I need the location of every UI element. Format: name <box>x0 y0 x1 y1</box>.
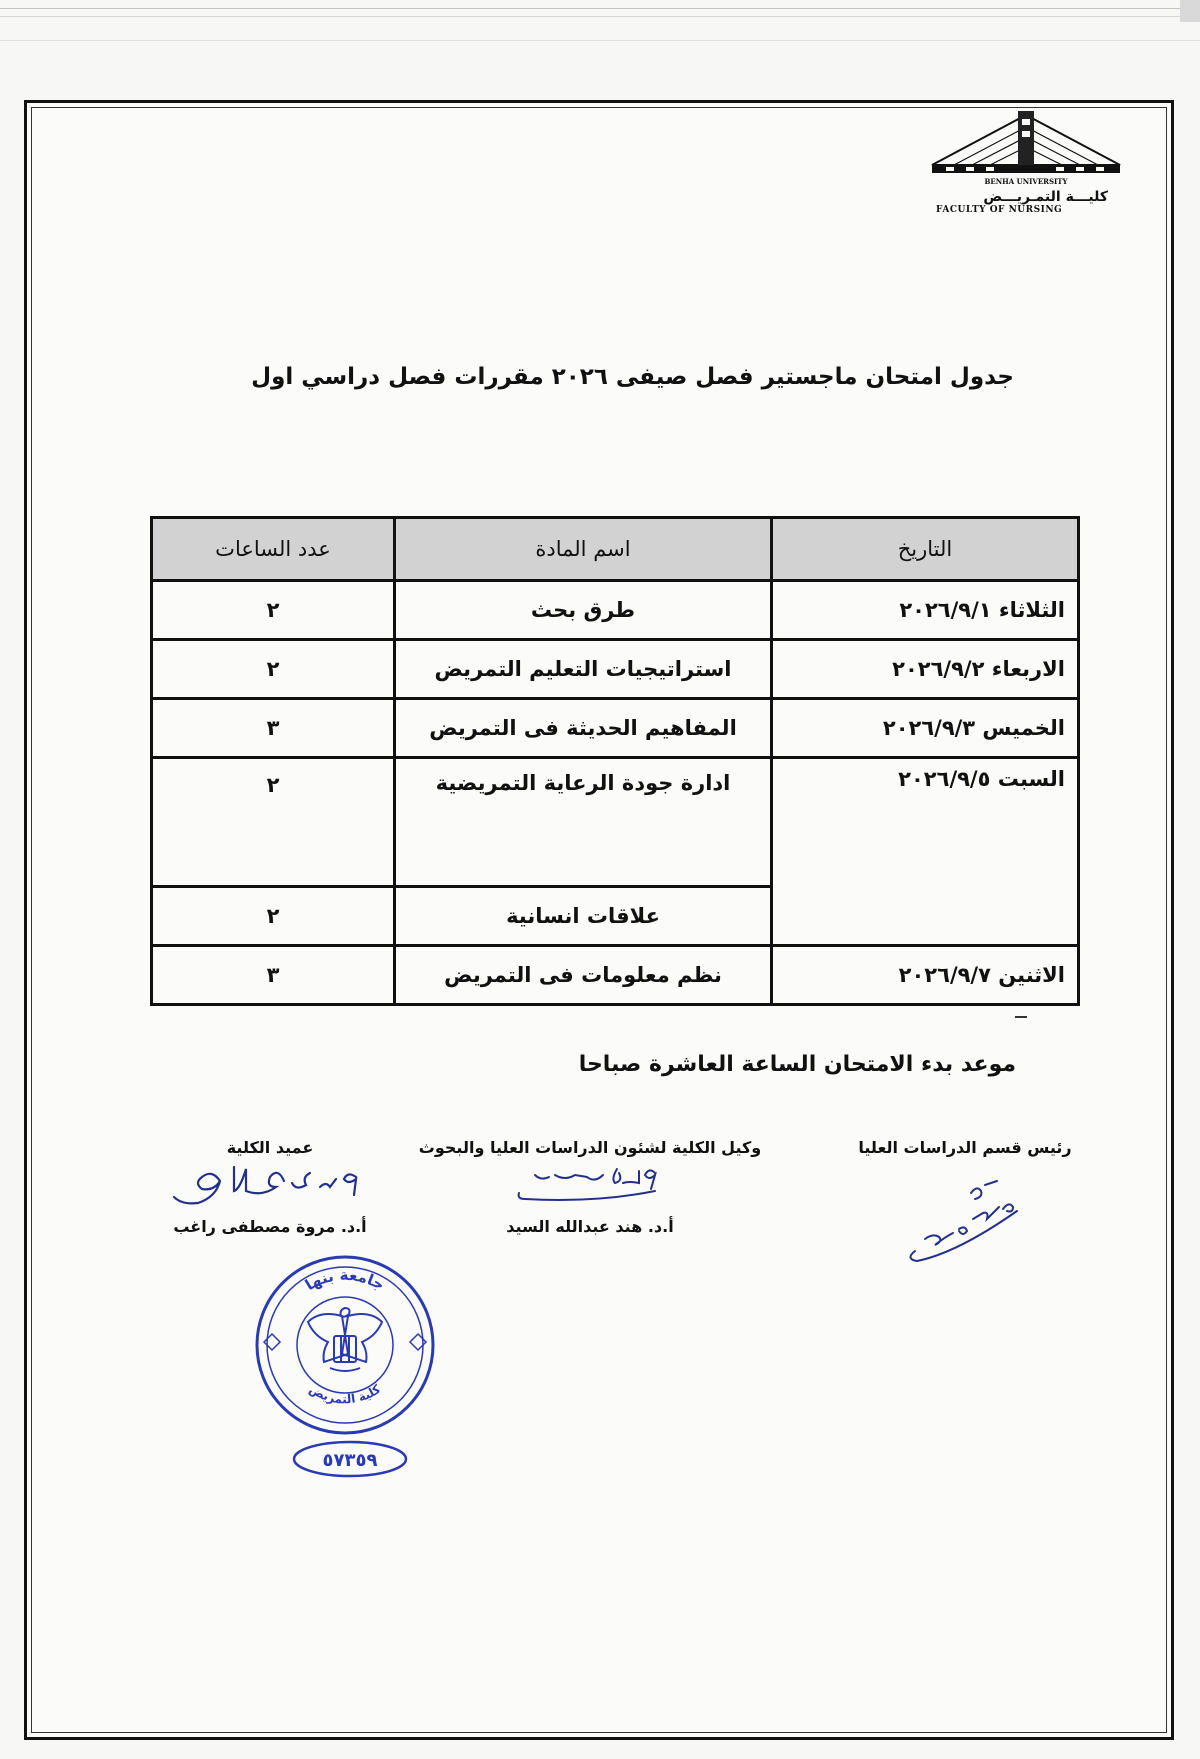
signature-title: عميد الكلية <box>226 1138 314 1157</box>
cell-date: السبت ٢٠٢٦/٩/٥ <box>772 758 1079 946</box>
table-row <box>152 699 1079 758</box>
seal-serial-stamp <box>290 1438 410 1480</box>
cell-subject: طرق بحث <box>395 581 772 640</box>
university-logo-text: BENHA UNIVERSITY <box>984 177 1068 186</box>
table-row <box>152 581 1079 640</box>
signature-head-of-department <box>850 1138 1080 1277</box>
signature-name: أ.د. هند عبدالله السيد <box>506 1217 674 1236</box>
signature-title: رئيس قسم الدراسات العليا <box>858 1138 1072 1157</box>
header-subject: اسم المادة <box>395 518 772 581</box>
table-row <box>152 946 1079 1005</box>
cell-hours: ٢ <box>152 887 395 946</box>
scan-edge-line <box>0 8 1200 9</box>
seal-serial-number: ٥٧٣٥٩ <box>322 1450 378 1471</box>
exam-schedule-table <box>150 516 1080 1006</box>
cell-subject: استراتيجيات التعليم التمريض <box>395 640 772 699</box>
serial-stamp-icon <box>290 1438 410 1480</box>
official-seal <box>250 1250 440 1440</box>
handwritten-signature-icon <box>505 1163 675 1211</box>
handwritten-signature-icon <box>160 1163 380 1213</box>
cell-hours: ٣ <box>152 699 395 758</box>
cell-date: الاربعاء ٢٠٢٦/٩/٢ <box>772 640 1079 699</box>
faculty-logo <box>926 107 1126 217</box>
signature-title: وكيل الكلية لشئون الدراسات العليا والبحوث <box>418 1138 762 1157</box>
cell-date: الخميس ٢٠٢٦/٩/٣ <box>772 699 1079 758</box>
cell-subject: علاقات انسانية <box>395 887 772 946</box>
signature-name: أ.د. مروة مصطفى راغب <box>173 1217 367 1236</box>
page-title: جدول امتحان ماجستير فصل صيفى ٢٠٢٦ مقررات فصل دراسي اول <box>251 364 1014 390</box>
cell-hours: ٢ <box>152 758 395 887</box>
handwritten-signature-icon <box>885 1163 1045 1273</box>
cell-hours: ٢ <box>152 581 395 640</box>
cell-date: الثلاثاء ٢٠٢٦/٩/١ <box>772 581 1079 640</box>
scan-corner-shade <box>1180 0 1200 22</box>
signature-dean <box>140 1138 400 1236</box>
header-date: التاريخ <box>772 518 1079 581</box>
official-seal-icon <box>250 1250 440 1440</box>
signature-vice-dean <box>380 1138 800 1236</box>
cell-subject: ادارة جودة الرعاية التمريضية <box>395 758 772 887</box>
stray-mark <box>1015 1016 1027 1018</box>
cell-hours: ٢ <box>152 640 395 699</box>
seal-top-text: جامعة بنها <box>301 1265 388 1295</box>
header-hours: عدد الساعات <box>152 518 395 581</box>
table-header-row <box>152 518 1079 581</box>
faculty-name-english: FACULTY OF NURSING <box>936 205 1063 215</box>
exam-start-time-note: موعد بدء الامتحان الساعة العاشرة صباحا <box>578 1052 1016 1077</box>
cell-hours: ٣ <box>152 946 395 1005</box>
cell-date: الاثنين ٢٠٢٦/٩/٧ <box>772 946 1079 1005</box>
scan-edge-line <box>0 40 1200 41</box>
cell-subject: المفاهيم الحديثة فى التمريض <box>395 699 772 758</box>
faculty-name-arabic: كليـــة التمـريـــض <box>983 189 1108 205</box>
table-row <box>152 640 1079 699</box>
seal-bottom-text: كلية التمريض <box>306 1381 384 1407</box>
table-row <box>152 758 1079 887</box>
cell-subject: نظم معلومات فى التمريض <box>395 946 772 1005</box>
scan-edge-line <box>0 16 1200 17</box>
